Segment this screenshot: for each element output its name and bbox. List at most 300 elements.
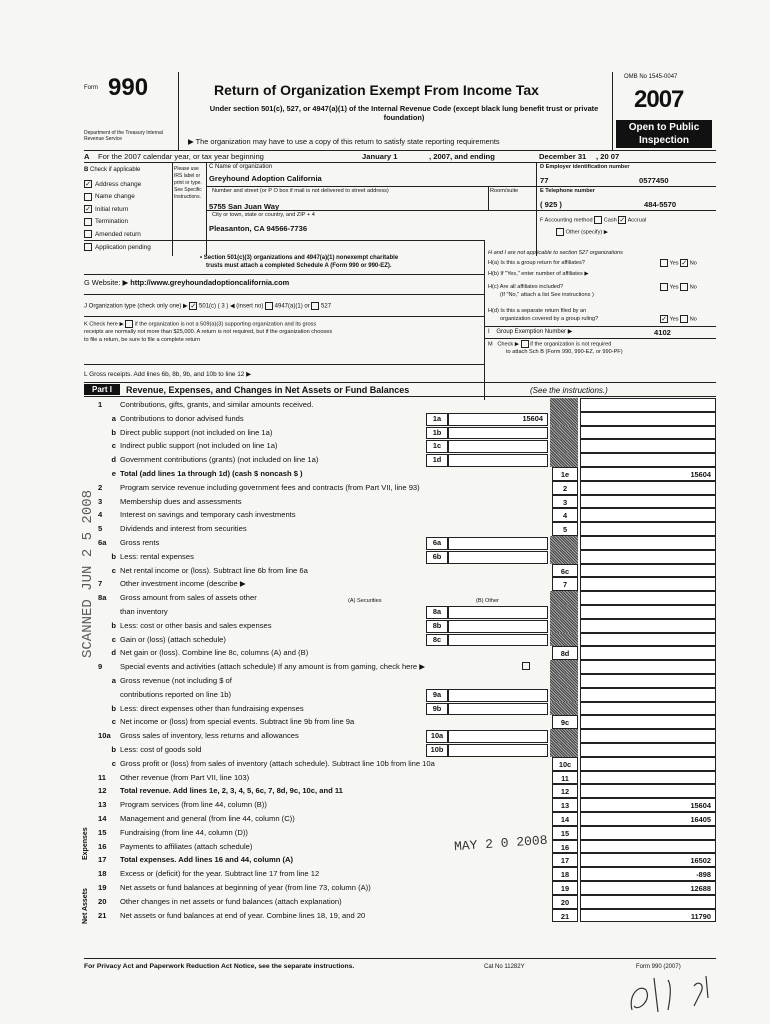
part-1-note: (See the instructions.) — [530, 386, 608, 395]
line-description: Less: cost of goods sold — [120, 745, 202, 754]
line-number: 11 — [98, 772, 107, 782]
line-number: 14 — [98, 814, 107, 823]
section-b-item-label: Name change — [95, 193, 135, 201]
line-number: 21 — [98, 910, 107, 920]
527-checkbox[interactable] — [311, 302, 319, 310]
column-line-number: 10c — [552, 757, 578, 771]
amount-field[interactable] — [580, 674, 716, 688]
part-1-line — [84, 729, 716, 743]
line-a-mid: , 2007, and ending — [429, 152, 495, 161]
line-description: Gross amount from sales of assets other — [120, 593, 257, 603]
part-1-line — [84, 398, 716, 412]
expenses-side-label: Expenses — [82, 827, 89, 860]
section-b-item-label: Address change — [95, 180, 142, 188]
amount-field[interactable]: 12688 — [580, 881, 716, 895]
line-letter: b — [111, 427, 116, 437]
section-b-checkbox[interactable] — [84, 193, 92, 201]
amount-field[interactable] — [580, 743, 716, 757]
part-1-line — [84, 633, 716, 647]
org-city[interactable]: Pleasanton, CA 94566-7736 — [209, 224, 308, 233]
line-number: 1 — [98, 400, 103, 409]
amount-field[interactable] — [580, 646, 716, 660]
h-a-no-checkbox[interactable]: ✓ — [681, 260, 688, 267]
line-l-gross-receipts: L Gross receipts. Add lines 6b, 8b, 9b, and 10b to line 12 ▶ — [84, 371, 252, 378]
line-number: 18 — [98, 869, 107, 879]
org-name-label: C Name of organization — [209, 164, 273, 170]
part-1-lines — [84, 398, 716, 958]
inline-box-label: 10b — [426, 744, 448, 757]
line-number: 13 — [98, 800, 107, 810]
part-1-line — [84, 412, 716, 426]
line-description: Fundraising (from line 44, column (D)) — [120, 827, 248, 837]
line-description: Contributions, gifts, grants, and similar amounts received. — [120, 400, 314, 409]
4947-checkbox[interactable] — [265, 302, 273, 310]
amount-field[interactable] — [580, 508, 716, 522]
cash-checkbox[interactable] — [594, 216, 602, 224]
inline-box-label: 9b — [426, 703, 448, 716]
part-1-line — [84, 853, 716, 867]
part-1-line — [84, 577, 716, 591]
line-description: Less: rental expenses — [120, 551, 194, 561]
section-b-item-label: Termination — [95, 218, 129, 226]
part-1-line — [84, 619, 716, 633]
line-description: Other changes in net assets or fund balances (attach explanation) — [120, 896, 342, 906]
amount-field[interactable] — [580, 840, 716, 854]
amount-field[interactable] — [580, 412, 716, 426]
inline-amount-field[interactable] — [448, 744, 548, 757]
part-1-tag: Part I — [84, 384, 120, 395]
h-a-question: H(a) Is this a group return for affiliates? — [488, 260, 585, 266]
amount-field[interactable] — [580, 715, 716, 729]
h-d-answer: ✓ Yes No — [661, 316, 697, 323]
line-letter: b — [111, 620, 116, 630]
shaded-cell — [550, 688, 578, 702]
inline-box-label: 1b — [426, 427, 448, 440]
line-m: M Check ▶ if the organization is not required to attach Sch B (Form 990, 990-EZ, or 990-PF) — [488, 341, 623, 356]
inline-box-label: 9a — [426, 689, 448, 702]
line-description: Management and general (from line 44, column (C)) — [120, 814, 295, 823]
line-number: 19 — [98, 883, 107, 892]
shaded-cell — [550, 550, 578, 564]
column-line-number: 8d — [552, 646, 578, 660]
scanned-stamp: SCANNED JUN 2 5 2008 — [80, 489, 96, 658]
line-a-label: A — [84, 152, 90, 161]
amount-field[interactable] — [580, 398, 716, 412]
h-d-no-checkbox[interactable] — [680, 315, 688, 323]
section-501-notice: • Section 501(c)(3) organizations and 4947(a)(1) nonexempt charitable trusts must attach a completed Schedule A (Form 990 or 990-EZ). — [200, 255, 399, 269]
amount-field[interactable] — [580, 771, 716, 785]
shaded-cell — [550, 743, 578, 757]
copy-note: ▶ The organization may have to use a copy of this return to satisfy state reporting requirements — [188, 137, 500, 146]
line-number: 8a — [98, 593, 107, 603]
h-a-answer: Yes ✓ No — [660, 259, 697, 267]
line-a-text: For the 2007 calendar year, or tax year beginning — [98, 152, 264, 161]
shaded-cell — [550, 702, 578, 716]
line-description: Total (add lines 1a through 1d) (cash $ noncash $ ) — [120, 469, 303, 478]
line-number: 10a — [98, 731, 111, 741]
org-street[interactable]: 5755 San Juan Way — [209, 202, 280, 211]
amount-field[interactable] — [580, 619, 716, 633]
shaded-cell — [550, 426, 578, 440]
handwritten-mark — [624, 970, 714, 1016]
part-1-line — [84, 660, 716, 674]
line-description: contributions reported on line 1b) — [120, 689, 232, 699]
amount-field[interactable] — [580, 729, 716, 743]
h-c-no-checkbox[interactable] — [680, 283, 688, 291]
inline-amount-field[interactable] — [448, 454, 548, 467]
accrual-checkbox[interactable]: ✓ — [619, 217, 626, 224]
line-letter: c — [111, 565, 116, 575]
amount-field[interactable] — [580, 633, 716, 647]
column-line-number: 16 — [552, 840, 578, 854]
amount-field[interactable]: 16405 — [580, 812, 716, 826]
line-number: 2 — [98, 482, 103, 492]
col-b-other: (B) Other — [476, 598, 500, 604]
column-line-number: 17 — [552, 853, 578, 867]
line-description: Interest on savings and temporary cash investments — [120, 510, 296, 520]
column-line-number: 6c — [552, 564, 578, 578]
form-990-page — [80, 64, 716, 984]
column-line-number: 12 — [552, 784, 578, 798]
shaded-cell — [550, 605, 578, 619]
section-b-item-label: Application pending — [95, 243, 151, 251]
line-number: 5 — [98, 524, 103, 534]
inline-amount-field[interactable] — [448, 427, 548, 440]
ein-prefix[interactable]: 77 — [540, 176, 549, 185]
shaded-cell — [550, 633, 578, 647]
line-k: K Check here ▶ if the organization is not a 509(a)(3) supporting organization and its gross receipts are normally not more than $25,000. A return is not required, but if the organization chooses to file a return, be sure to file a complete return — [84, 321, 333, 344]
line-description: Gross sales of inventory, less returns and allowances — [120, 731, 299, 741]
form-label: Form — [84, 85, 98, 91]
amount-field[interactable] — [580, 660, 716, 674]
section-b-item — [84, 243, 174, 256]
street-label: Number and street (or P O box if mail is not delivered to street address) — [212, 188, 389, 194]
part-1-line — [84, 702, 716, 716]
line-description: Contributions to donor advised funds — [120, 413, 244, 423]
h-a-yes-checkbox[interactable] — [660, 259, 668, 267]
part-1-line — [84, 881, 716, 895]
section-b-item — [84, 180, 174, 193]
section-b-checkbox[interactable]: ✓ — [85, 206, 91, 214]
line-description: Indirect public support (not included on line 1a) — [120, 441, 278, 451]
inline-box-label: 6a — [426, 537, 448, 550]
inline-box-label: 10a — [426, 730, 448, 743]
h-c-note: (If "No," attach a list See instructions ) — [500, 292, 594, 298]
part-1-line — [84, 909, 716, 923]
amount-field[interactable] — [580, 577, 716, 591]
part-1-line — [84, 895, 716, 909]
part-1-line — [84, 798, 716, 812]
inline-amount-field[interactable] — [448, 620, 548, 633]
phone-number[interactable]: 484-5570 — [644, 200, 677, 209]
line-m-checkbox[interactable] — [521, 340, 529, 348]
line-description: Gain or (loss) (attach schedule) — [120, 634, 226, 644]
other-method-checkbox[interactable] — [556, 228, 564, 236]
inline-amount-field[interactable] — [448, 703, 548, 716]
section-b-item — [84, 205, 174, 218]
amount-field[interactable] — [580, 702, 716, 716]
organization-type-row: J Organization type (check only one) ▶ ✓ 501(c) ( 3 ) ◀ (insert no) 4947(a)(1) or 527 — [84, 303, 332, 310]
part-1-line — [84, 771, 716, 785]
section-b-item-label: Initial return — [95, 205, 129, 213]
column-line-number: 1e — [552, 467, 578, 481]
shaded-cell — [550, 674, 578, 688]
column-line-number: 2 — [552, 481, 578, 495]
column-line-number: 9c — [552, 715, 578, 729]
inline-amount-field[interactable] — [448, 537, 548, 550]
part-1-line — [84, 812, 716, 826]
line-description: Other revenue (from Part VII, line 103) — [120, 772, 250, 782]
group-exemption-number[interactable]: 4102 — [654, 328, 671, 337]
line-number: 17 — [98, 855, 107, 865]
column-line-number: 18 — [552, 867, 578, 881]
h-c-question: H(c) Are all affiliates included? — [488, 284, 564, 290]
line-description: Dividends and interest from securities — [120, 524, 247, 534]
form-title: Return of Organization Exempt From Income Tax — [214, 82, 539, 98]
inline-amount-field[interactable] — [448, 689, 548, 702]
line-description: Program services (from line 44, column (B)) — [120, 800, 267, 810]
shaded-cell — [550, 619, 578, 633]
ein-value[interactable]: 0577450 — [639, 176, 669, 185]
amount-field[interactable]: 15604 — [580, 467, 716, 481]
amount-field[interactable] — [580, 550, 716, 564]
amount-field[interactable] — [580, 605, 716, 619]
part-1-line — [84, 688, 716, 702]
line-description: Gross rents — [120, 538, 160, 547]
section-b-checkbox[interactable] — [84, 230, 92, 238]
line-description: Membership dues and assessments — [120, 496, 242, 506]
line-description: Net assets or fund balances at end of year. Combine lines 18, 19, and 20 — [120, 910, 366, 920]
line-description: Net gain or (loss). Combine line 8c, columns (A) and (B) — [120, 648, 309, 658]
part-1-line — [84, 591, 716, 605]
line-number: 9 — [98, 662, 103, 672]
shaded-cell — [550, 729, 578, 743]
website-row: G Website: ▶ http://www.greyhoundadoptioncalifornia.com — [84, 278, 290, 287]
section-b-item — [84, 230, 174, 243]
inline-amount-field[interactable]: 15604 — [448, 413, 548, 426]
line-letter: b — [111, 745, 116, 754]
shaded-cell — [550, 398, 578, 412]
line-letter: b — [111, 703, 116, 713]
h-d-question: H(d) Is this a separate return filed by an — [488, 308, 587, 314]
inline-box-label: 8b — [426, 620, 448, 633]
inline-box-label: 6b — [426, 551, 448, 564]
please-label-note: Please use IRS label or print or type. See Specific Instructions. — [174, 166, 202, 200]
section-b-checkbox[interactable] — [84, 218, 92, 226]
group-exemption: I Group Exemption Number ▶ — [488, 329, 573, 335]
part-1-line — [84, 646, 716, 660]
shaded-cell — [550, 412, 578, 426]
h-b-question: H(b) If "Yes," enter number of affiliates ▶ — [488, 271, 589, 277]
line-letter: c — [111, 717, 116, 727]
shaded-cell — [550, 453, 578, 467]
amount-field[interactable]: 15604 — [580, 798, 716, 812]
part-1-title: Revenue, Expenses, and Changes in Net Assets or Fund Balances — [126, 385, 410, 395]
line-description: Excess or (deficit) for the year. Subtract line 17 from line 12 — [120, 869, 320, 879]
line-number: 7 — [98, 579, 103, 589]
part-1-line — [84, 467, 716, 481]
privacy-notice: For Privacy Act and Paperwork Reduction Act Notice, see the separate instructions. — [84, 963, 355, 970]
inline-amount-field[interactable] — [448, 606, 548, 619]
amount-field[interactable] — [580, 757, 716, 771]
part-1-line — [84, 453, 716, 467]
form-number: 990 — [108, 74, 149, 101]
amount-field[interactable]: 16502 — [580, 853, 716, 867]
amount-field[interactable] — [580, 784, 716, 798]
column-line-number: 13 — [552, 798, 578, 812]
line-letter: a — [111, 413, 116, 423]
section-b-item — [84, 193, 174, 206]
line-number: 16 — [98, 841, 107, 851]
line-letter: c — [111, 758, 116, 768]
website-url[interactable]: http://www.greyhoundadoptioncalifornia.com — [130, 278, 290, 287]
line-description: Direct public support (not included on line 1a) — [120, 427, 273, 437]
section-b-item-label: Amended return — [95, 231, 141, 239]
net-assets-side-label: Net Assets — [82, 888, 89, 924]
amount-field[interactable] — [580, 426, 716, 440]
line-number: 6a — [98, 538, 107, 547]
inline-amount-field[interactable] — [448, 730, 548, 743]
column-line-number: 15 — [552, 826, 578, 840]
line-number: 15 — [98, 827, 107, 837]
part-1-line — [84, 564, 716, 578]
line-letter: e — [111, 469, 116, 478]
tax-year: 2007 — [634, 86, 684, 113]
amount-field[interactable] — [580, 481, 716, 495]
org-name[interactable]: Greyhound Adoption California — [209, 174, 322, 183]
part-1-line — [84, 536, 716, 550]
shaded-cell — [550, 591, 578, 605]
inline-amount-field[interactable] — [448, 634, 548, 647]
column-line-number: 14 — [552, 812, 578, 826]
amount-field[interactable] — [580, 826, 716, 840]
part-1-line — [84, 826, 716, 840]
inline-amount-field[interactable] — [448, 440, 548, 453]
received-stamp: MAY 2 0 2008 — [453, 832, 549, 855]
open-to-public-badge: Open to Public Inspection — [616, 120, 712, 148]
line-letter: d — [111, 648, 116, 658]
inline-amount-field[interactable] — [448, 551, 548, 564]
line-description: Total expenses. Add lines 16 and 44, column (A) — [120, 855, 294, 865]
amount-field[interactable] — [580, 495, 716, 509]
amount-field[interactable]: 11790 — [580, 909, 716, 923]
line-letter: c — [111, 441, 116, 451]
line-description: Net income or (loss) from special events. Subtract line 9b from line 9a — [120, 717, 355, 727]
amount-field[interactable] — [580, 522, 716, 536]
inline-box-label: 8a — [426, 606, 448, 619]
part-1-line — [84, 439, 716, 453]
accounting-other: Other (specify) ▶ — [556, 228, 608, 236]
part-1-line — [84, 743, 716, 757]
line-description: Net assets or fund balances at beginning of year (from line 73, column (A)) — [120, 883, 371, 892]
line-description: Payments to affiliates (attach schedule) — [120, 841, 253, 851]
amount-field[interactable] — [580, 895, 716, 909]
catalog-number: Cat No 11282Y — [484, 964, 525, 970]
line-letter: c — [111, 634, 116, 644]
city-label: City or town, state or country, and ZIP + 4 — [212, 212, 315, 218]
part-1-line — [84, 867, 716, 881]
part-1-line — [84, 508, 716, 522]
inline-box-label: 8c — [426, 634, 448, 647]
amount-field[interactable] — [580, 439, 716, 453]
line-description: than inventory — [120, 607, 168, 616]
gaming-checkbox[interactable] — [522, 662, 530, 670]
amount-field[interactable] — [580, 688, 716, 702]
line-number: 3 — [98, 496, 103, 506]
col-a-securities: (A) Securities — [348, 598, 382, 604]
column-line-number: 20 — [552, 895, 578, 909]
amount-field[interactable] — [580, 453, 716, 467]
line-k-checkbox[interactable] — [125, 320, 133, 328]
amount-field[interactable] — [580, 591, 716, 605]
section-b-checkbox[interactable]: ✓ — [85, 181, 91, 188]
part-1-line — [84, 550, 716, 564]
line-letter: a — [111, 676, 116, 685]
line-description: Total revenue. Add lines 1e, 2, 3, 4, 5, 6c, 7, 8d, 9c, 10c, and 11 — [120, 786, 343, 796]
line-number: 20 — [98, 896, 107, 906]
ein-label: D Employer identification number — [540, 164, 630, 170]
amount-field[interactable] — [580, 536, 716, 550]
part-1-line — [84, 840, 716, 854]
part-1-line — [84, 495, 716, 509]
line-description: Net rental income or (loss). Subtract line 6b from line 6a — [120, 565, 308, 575]
column-line-number: 5 — [552, 522, 578, 536]
h-i-note: H and I are not applicable to section 527 organizations — [488, 250, 623, 256]
h-d-yes-checkbox[interactable]: ✓ — [661, 316, 667, 323]
tax-year-begin[interactable]: January 1 — [362, 152, 398, 161]
omb-number: OMB No 1545-0047 — [624, 74, 678, 80]
line-description: Program service revenue including government fees and contracts (from Part VII, line 93) — [120, 482, 420, 492]
tax-year-end-year[interactable]: , 20 07 — [596, 152, 620, 161]
column-line-number: 3 — [552, 495, 578, 509]
section-b-checklist — [84, 180, 174, 256]
line-description: Other investment income (describe ▶ — [120, 579, 246, 589]
line-description: Less: cost or other basis and sales expenses — [120, 620, 272, 630]
column-line-number: 4 — [552, 508, 578, 522]
line-number: 12 — [98, 786, 107, 796]
column-line-number: 19 — [552, 881, 578, 895]
h-c-yes-checkbox[interactable] — [660, 283, 668, 291]
part-1-line — [84, 715, 716, 729]
tax-year-end[interactable]: December 31 — [539, 152, 587, 161]
section-b-heading: B Check if applicable — [84, 167, 141, 173]
line-number: 4 — [98, 510, 103, 520]
shaded-cell — [550, 536, 578, 550]
column-line-number: 21 — [552, 909, 578, 923]
501c-checkbox[interactable]: ✓ — [190, 303, 197, 310]
amount-field[interactable] — [580, 564, 716, 578]
room-label: Room/suite — [490, 188, 519, 194]
section-b-checkbox[interactable] — [84, 243, 92, 251]
part-1-line — [84, 481, 716, 495]
line-description: Gross profit or (loss) from sales of inventory (attach schedule). Subtract line 10b from line 10a — [120, 758, 435, 768]
part-1-line — [84, 784, 716, 798]
amount-field[interactable]: -898 — [580, 867, 716, 881]
part-1-line — [84, 426, 716, 440]
h-d-question-2: organization covered by a group ruling? — [500, 316, 599, 322]
inline-box-label: 1d — [426, 454, 448, 467]
shaded-cell — [550, 660, 578, 674]
form-subtitle: Under section 501(c), 527, or 4947(a)(1) of the Internal Revenue Code (except black lung benefit trust or private foundation) — [209, 104, 599, 122]
phone-label: E Telephone number — [540, 188, 595, 194]
section-b-item — [84, 218, 174, 231]
phone-area[interactable]: ( 925 ) — [540, 200, 562, 209]
column-line-number: 11 — [552, 771, 578, 785]
line-description: Special events and activities (attach schedule) If any amount is from gaming, check here ▶ — [120, 662, 426, 672]
line-description: Government contributions (grants) (not included on line 1a) — [120, 455, 319, 465]
form-footer: Form 990 (2007) — [636, 964, 681, 970]
accounting-method: F Accounting method Cash ✓ Accrual — [540, 217, 647, 224]
